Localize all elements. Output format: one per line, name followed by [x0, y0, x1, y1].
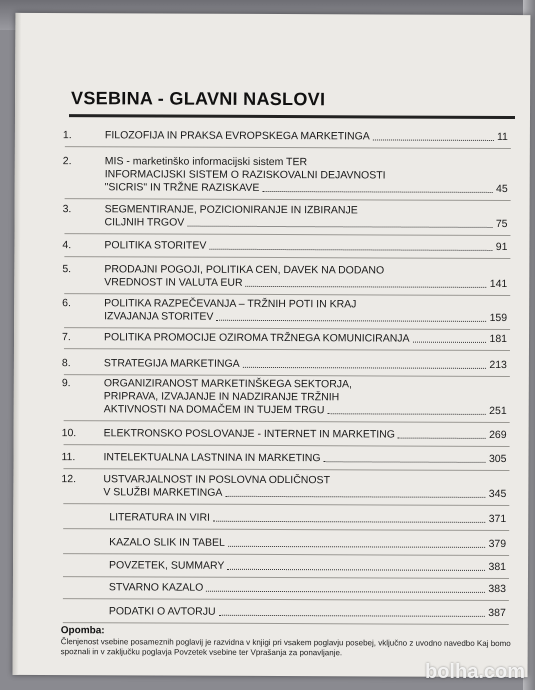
separator-line [64, 444, 510, 447]
toc-entry-title-line: STVARNO KAZALO [108, 581, 204, 594]
toc-entry-title-line: KAZALO SLIK IN TABEL [109, 536, 225, 549]
toc-entry-title-line: LITERATURA IN VIRI [109, 511, 211, 524]
toc-entry-title-line: PODATKI O AVTORJU [108, 605, 216, 618]
separator-line [65, 146, 511, 149]
toc-entry [61, 559, 507, 574]
dot-leader [213, 521, 486, 523]
note-body: Členjenost vsebine posameznih poglavij je razvidna v knjigi pri vsakem poglavju posebej, vključno z uvodno navedbo Kaj bomo spoznali in v zaključku poglavja Povzetek vsebine ter Vprašanja za ponavljanje. [60, 637, 511, 658]
toc-entry [62, 297, 508, 325]
toc-entry-number: 12. [61, 473, 77, 486]
table-of-contents [13, 13, 531, 677]
toc-entry [61, 536, 507, 551]
toc-entry [62, 263, 508, 291]
toc-entry-title-line: ELEKTRONSKO POSLOVANJE - INTERNET IN MARKETING [103, 427, 395, 441]
toc-entry-title-line: USTVARJALNOST IN POSLOVNA ODLIČNOST [103, 473, 331, 487]
toc-entry-title-line: SEGMENTIRANJE, POZICIONIRANJE IN IZBIRANJE [104, 203, 358, 217]
toc-entry-number: 6. [62, 297, 71, 310]
dot-leader [227, 569, 485, 571]
toc-entry-number: 4. [62, 239, 72, 252]
toc-entry-page: 45 [495, 182, 508, 196]
toc-entry-page: 383 [488, 582, 506, 596]
toc-entry-page: 305 [488, 452, 507, 466]
toc-entry-page: 11 [496, 130, 508, 144]
separator-line [65, 198, 511, 201]
toc-entry-title-line: INFORMACIJSKI SISTEM O RAZISKOVALNI DEJAVNOSTI [104, 168, 386, 182]
separator-line [63, 503, 509, 506]
toc-entry-title-line: POLITIKA PROMOCIJE OZIROMA TRŽNEGA KOMUNICIRANJA [104, 331, 410, 345]
dot-leader [398, 438, 486, 439]
toc-entry-number: 10. [61, 427, 77, 440]
toc-entry [62, 239, 508, 254]
dot-leader [373, 139, 494, 141]
dot-leader [262, 191, 493, 193]
dot-leader [216, 320, 486, 322]
toc-entry-number: 8. [61, 357, 71, 370]
dot-leader [187, 226, 493, 228]
toc-entry [62, 155, 508, 196]
dot-leader [206, 591, 485, 593]
separator-line [63, 528, 509, 531]
toc-entry-page: 181 [489, 332, 508, 346]
dot-leader [228, 546, 486, 548]
toc-entry [62, 129, 508, 144]
separator-line [63, 553, 509, 556]
toc-entry-title-line: CILJNIH TRGOV [104, 216, 185, 229]
book-page [13, 13, 531, 677]
toc-entry-title-line: STRATEGIJA MARKETINGA [103, 357, 240, 370]
toc-entry-title-line: "SICRIS" IN TRŽNE RAZISKAVE [104, 181, 260, 194]
toc-entry-page: 387 [488, 606, 506, 620]
separator-line [63, 598, 509, 601]
page-title: VSEBINA - GLAVNI NASLOVI [71, 88, 326, 110]
dot-leader [225, 496, 485, 498]
separator-line [64, 233, 510, 236]
dot-leader [324, 461, 486, 463]
toc-entry [62, 203, 508, 231]
watermark-logo: bolha.com [424, 661, 525, 683]
toc-entry-number: 3. [62, 203, 72, 216]
separator-line [64, 327, 510, 330]
toc-entry-title-line: POVZETEK, SUMMARY [109, 559, 225, 572]
dot-leader [219, 615, 486, 617]
toc-entry-title-line: V SLUŽBI MARKETINGA [103, 486, 223, 499]
toc-entry [61, 427, 507, 442]
toc-entry-title-line: AKTIVNOSTI NA DOMAČEM IN TUJEM TRGU [103, 403, 325, 417]
toc-entry-page: 381 [488, 560, 507, 574]
toc-entry-page: 269 [489, 428, 507, 442]
toc-entry-page: 213 [489, 358, 507, 372]
toc-entry [62, 331, 508, 346]
dot-leader [413, 342, 487, 343]
toc-entry-page: 141 [489, 277, 508, 291]
toc-entry-number: 7. [62, 331, 71, 344]
separator-line [64, 256, 510, 259]
toc-entry-title-line: INTELEKTUALNA LASTNINA IN MARKETING [103, 451, 321, 465]
toc-entry-title-line: FILOZOFIJA IN PRAKSA EVROPSKEGA MARKETINGA [104, 129, 370, 143]
toc-entry-title-line: POLITIKA RAZPEČEVANJA – TRŽNIH POTI IN KRAJ [104, 297, 357, 311]
toc-entry-page: 379 [488, 537, 507, 551]
dot-leader [327, 413, 486, 415]
toc-entry-title-line: IZVAJANJA STORITEV [104, 310, 214, 323]
toc-entry [61, 377, 507, 418]
toc-entry-number: 11. [61, 451, 76, 464]
toc-entry-number: 9. [61, 377, 71, 390]
separator-line [64, 293, 510, 296]
note-title: Opomba: [60, 625, 105, 637]
toc-entry-number: 2. [62, 155, 72, 168]
toc-entry [61, 581, 506, 596]
separator-line [64, 420, 510, 423]
separator-line [63, 468, 509, 471]
toc-entry [61, 511, 507, 526]
separator-line [63, 622, 509, 625]
toc-entry-page: 251 [489, 404, 507, 418]
dot-leader [243, 367, 487, 369]
toc-entry-page: 345 [488, 487, 507, 501]
dot-leader [209, 249, 492, 251]
toc-entry [61, 451, 507, 466]
toc-entry-number: 5. [62, 263, 72, 276]
toc-entry-title-line: MIS - marketinško informacijski sistem TER [104, 155, 308, 169]
separator-line [64, 348, 510, 351]
toc-entry-page: 75 [495, 217, 508, 231]
toc-entry-number: 1. [62, 129, 72, 142]
toc-entry-title-line: POLITIKA STORITEV [104, 239, 207, 252]
toc-entry-page: 371 [488, 512, 507, 526]
toc-entry-title-line: PRIPRAVA, IZVAJANJE IN NADZIRANJE TRŽNIH [103, 390, 340, 404]
toc-entry-title-line: PRODAJNI POGOJI, POLITIKA CEN, DAVEK NA DODANO [104, 263, 385, 277]
toc-entry-page: 159 [489, 311, 508, 325]
toc-entry [61, 605, 506, 620]
toc-entry-title-line: ORGANIZIRANOST MARKETINŠKEGA SEKTORJA, [103, 377, 353, 391]
toc-entry-page: 91 [495, 240, 508, 254]
dot-leader [246, 286, 487, 288]
toc-entry [61, 473, 507, 501]
separator-line [63, 576, 509, 579]
toc-entry [61, 357, 507, 372]
toc-entry-title-line: VREDNOST IN VALUTA EUR [104, 276, 243, 289]
